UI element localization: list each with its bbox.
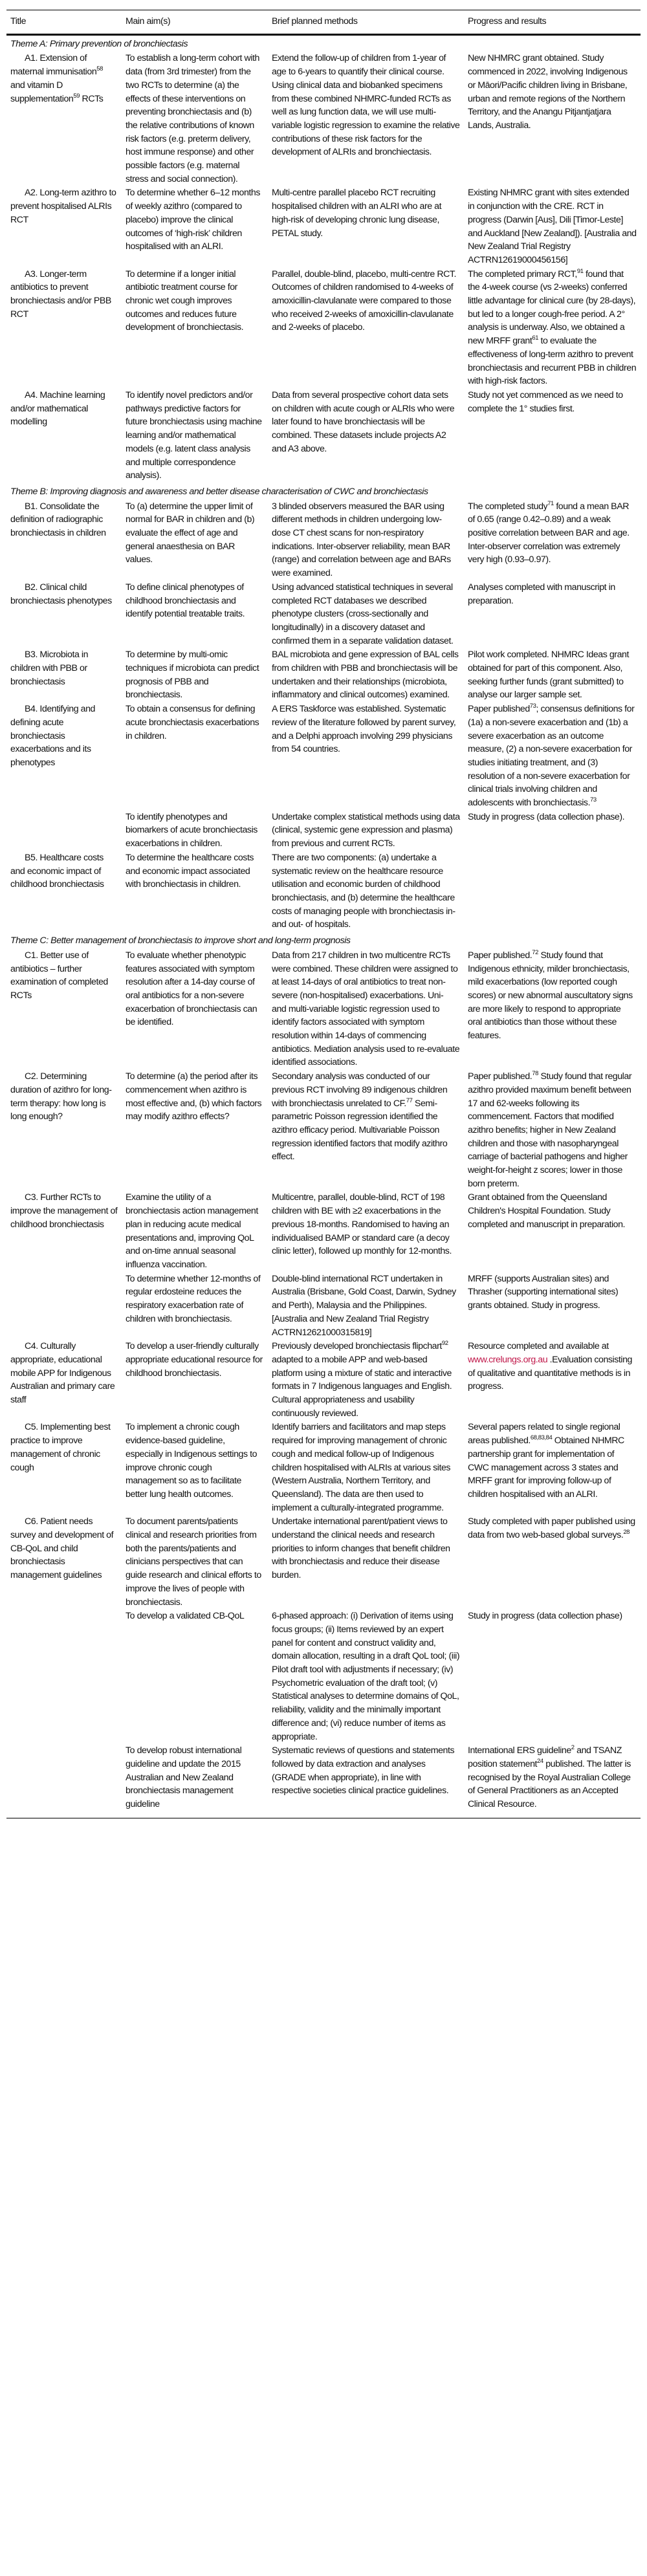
- cell-text: A ERS Taskforce was established. Systematic review of the literature followed by parent survey, and a Delphi approach involving 299 physicians from 54 countries.: [272, 704, 456, 755]
- cell-text: To define clinical phenotypes of childhood bronchiectasis and identify potential treatable traits.: [126, 582, 245, 620]
- reference-superscript: 58: [96, 65, 103, 73]
- cell-text: To (a) determine the upper limit of normal for BAR in children and (b) evaluate the effect of age and general anaesthesia on BAR values.: [126, 501, 255, 565]
- theme-row: [6, 483, 641, 500]
- cell-text: C1. Better use of antibiotics – further examination of completed RCTs: [10, 950, 108, 1001]
- progress-cell: [464, 1070, 641, 1191]
- cell-text: Paper published: [468, 704, 530, 715]
- cell-text: Study in progress (data collection phase).: [468, 811, 625, 822]
- cell-text: C3. Further RCTs to improve the management of childhood bronchiectasis: [10, 1192, 118, 1230]
- table-row: [6, 1340, 641, 1421]
- progress-cell: [464, 389, 641, 483]
- main-aim-cell: [122, 648, 268, 703]
- cell-text: B2. Clinical child bronchiectasis phenotypes: [10, 582, 112, 606]
- methods-cell: [268, 1340, 464, 1421]
- project-title-cell: [6, 1340, 122, 1421]
- cell-text: Several papers related to single regional areas published.: [468, 1422, 620, 1446]
- project-title-cell: [6, 268, 122, 389]
- cell-text: A3. Longer-term antibiotics to prevent bronchiectasis and/or PBB RCT: [10, 268, 111, 320]
- main-aim-cell: [122, 1191, 268, 1272]
- cell-text: To obtain a consensus for defining acute bronchiectasis exacerbations in children.: [126, 704, 259, 741]
- table-row: [6, 851, 641, 932]
- progress-cell: [464, 52, 641, 186]
- research-projects-table: [6, 10, 641, 1818]
- cell-text: found a mean BAR of 0.65 (range 0.42–0.89) and a weak positive correlation between BAR and age. Inter-observer correlation was extremely very high (0.93–0.97).: [468, 501, 630, 565]
- table-row: [6, 1070, 641, 1191]
- cell-text: A1. Extension of maternal immunisation: [10, 53, 97, 78]
- project-title-cell: [6, 52, 122, 186]
- reference-superscript: 59: [73, 92, 80, 100]
- cell-text: To implement a chronic cough evidence-based guideline, especially in Indigenous settings to improve chronic cough management so as to facilitate better lung health outcomes.: [126, 1422, 258, 1500]
- methods-cell: [268, 500, 464, 581]
- cell-text: and vitamin D supplementation: [10, 80, 74, 104]
- project-title-cell: [6, 1610, 122, 1744]
- cell-text: Paper published.: [468, 1071, 532, 1082]
- methods-cell: [268, 268, 464, 389]
- cell-text: found that the 4-week course (vs 2-weeks) conferred little advantage for clinical cure (by 28-days), but led to a longer cough-free period. A 2° analysis is underway. Also, we obtained a new MRFF grant: [468, 268, 636, 347]
- cell-text: Previously developed bronchiectasis flipchart: [272, 1341, 442, 1352]
- reference-superscript: 61: [532, 334, 539, 342]
- project-title-cell: [6, 703, 122, 811]
- cell-text: and TSANZ position statement: [468, 1745, 622, 1769]
- table-row: [6, 703, 641, 811]
- cell-text: published. The latter is recognised by the Royal Australian College of General Practitioners as an Accepted Clinical Resource.: [468, 1759, 631, 1810]
- main-aim-cell: [122, 811, 268, 851]
- header-row: [6, 10, 641, 35]
- cell-text: To develop a validated CB-QoL: [126, 1611, 245, 1622]
- cell-text: C6. Patient needs survey and development of CB-QoL and child bronchiectasis management guidelines: [10, 1516, 114, 1581]
- cell-text: Data from 217 children in two multicentre RCTs were combined. These children were assigned to at least 14-days of oral antibiotics to treat non-severe (non-hospitalised) exacerbations. Uni- and multi-variable logistic regression used to identify factors associated with symptom resolution within 14-days of commencing antibiotics. Mediation analysis used to re-evaluate identified associations.: [272, 950, 460, 1068]
- cell-text: New NHMRC grant obtained. Study commenced in 2022, involving Indigenous or Māori/Pacific children living in Brisbane, urban and remote regions of the Northern Territory, and the Anangu Pitjantjatjara Lands, Australia.: [468, 53, 628, 131]
- cell-text: MRFF (supports Australian sites) and Thrasher (supporting international sites) grants obtained. Study in progress.: [468, 1273, 619, 1311]
- main-aim-cell: [122, 1515, 268, 1610]
- cell-text: ; consensus definitions for (1a) a non-severe exacerbation and (1b) a severe exacerbation as an outcome measure, (2) a non-severe exacerbation for studies initiating treatment, and (3) resolution of a non-severe exacerbation for clinical trials involving children and adolescents with bronchiectasis.: [468, 704, 635, 809]
- progress-cell: [464, 949, 641, 1070]
- progress-cell: [464, 581, 641, 649]
- cell-text: Study not yet commenced as we need to complete the 1° studies first.: [468, 389, 623, 414]
- reference-superscript: 68,83,84: [530, 1434, 553, 1442]
- cell-text: Obtained NHMRC partnership grant for implementation of CWC management across 3 states and MRFF grant for improving follow-up of children hospitalised with an ALRI.: [468, 1435, 624, 1500]
- progress-cell: [464, 648, 641, 703]
- cell-text: RCTs: [80, 93, 104, 104]
- header-progress: Progress and results: [468, 16, 547, 27]
- progress-cell: [464, 1272, 641, 1340]
- reference-superscript: 92: [441, 1340, 448, 1348]
- progress-cell: [464, 1515, 641, 1610]
- cell-text: Undertake complex statistical methods using data (clinical, systemic gene expression and plasma) from previous and current RCTs.: [272, 811, 460, 849]
- table-row: [6, 500, 641, 581]
- cell-text: Undertake international parent/patient views to understand the clinical needs and research priorities to inform changes that benefit children with bronchiectasis and reduce their disease burden.: [272, 1516, 450, 1581]
- project-title-cell: [6, 1191, 122, 1272]
- reference-superscript: 24: [537, 1758, 543, 1765]
- table-row: [6, 186, 641, 267]
- theme-row: [6, 34, 641, 52]
- cell-text: To develop a user-friendly culturally appropriate educational resource for childhood bronchiectasis.: [126, 1341, 263, 1379]
- cell-text: Study found that Indigenous ethnicity, milder bronchiectasis, mild exacerbations (low reported cough scores) or new abnormal auscultatory signs are more likely to respond to appropriate oral antibiotics than those without these features.: [468, 950, 633, 1042]
- cell-text: B3. Microbiota in children with PBB or bronchiectasis: [10, 649, 89, 687]
- progress-cell: [464, 268, 641, 389]
- reference-superscript: 72: [532, 948, 538, 956]
- progress-cell: [464, 1191, 641, 1272]
- progress-cell: [464, 1610, 641, 1744]
- table-row: [6, 1610, 641, 1744]
- cell-text: Analyses completed with manuscript in preparation.: [468, 582, 615, 606]
- methods-cell: [268, 1610, 464, 1744]
- project-title-cell: [6, 500, 122, 581]
- cell-text: Study found that regular azithro provided maximum benefit between 17 and 62-weeks following its commencement. Factors that modified azithro benefits; higher in New Zealand children and those with nasopharyngeal carriage of bacterial pathogens and higher weight-for-height z scores; lower in those born preterm.: [468, 1071, 632, 1189]
- cell-text: 3 blinded observers measured the BAR using different methods in children undergoing low-dose CT chest scans for non-respiratory indications. Inter-observer reliability, mean BAR (range) and correlation between age and BARs were examined.: [272, 501, 451, 579]
- methods-cell: [268, 1421, 464, 1515]
- header-title: Title: [10, 16, 27, 27]
- project-title-cell: [6, 1272, 122, 1340]
- methods-cell: [268, 811, 464, 851]
- reference-superscript: 78: [532, 1070, 538, 1078]
- progress-cell: [464, 186, 641, 267]
- table-row: [6, 389, 641, 483]
- methods-cell: [268, 1744, 464, 1818]
- cell-text: A2. Long-term azithro to prevent hospitalised ALRIs RCT: [10, 188, 116, 225]
- project-title-cell: [6, 851, 122, 932]
- header-methods: Brief planned methods: [272, 16, 358, 27]
- main-aim-cell: [122, 851, 268, 932]
- cell-text: B4. Identifying and defining acute bronchiectasis exacerbations and its phenotypes: [10, 704, 95, 768]
- cell-text: Multicentre, parallel, double-blind, RCT of 198 children with BE with ≥2 exacerbations in the previous 18-months. Randomised to having an individualised BAMP or standard care (a decoy clinic letter), followed up monthly for 12-months.: [272, 1192, 452, 1257]
- progress-cell: [464, 1421, 641, 1515]
- project-title-cell: [6, 1515, 122, 1610]
- reference-superscript: 77: [406, 1097, 413, 1104]
- cell-text: Multi-centre parallel placebo RCT recruiting hospitalised children with an ALRI who are at high-risk of developing chronic lung disease, PETAL study.: [272, 188, 442, 239]
- methods-cell: [268, 1070, 464, 1191]
- cell-text: Pilot work completed. NHMRC Ideas grant obtained for part of this component. Also, seeking further funds (grant submitted) to analyse our larger sample set.: [468, 649, 629, 701]
- methods-cell: [268, 703, 464, 811]
- cell-text: Semi-parametric Poisson regression identified the azithro efficacy period. Multivariable Poisson regression identified factors that modify azithro effect.: [272, 1098, 448, 1162]
- header-aims: Main aim(s): [126, 16, 171, 27]
- main-aim-cell: [122, 703, 268, 811]
- cell-text: BAL microbiota and gene expression of BAL cells from children with PBB and bronchiectasis will be undertaken and their relationships (microbiota, inflammatory and clinical outcomes) examined.: [272, 649, 459, 701]
- methods-cell: [268, 1272, 464, 1340]
- cell-text: A4. Machine learning and/or mathematical modelling: [10, 389, 105, 428]
- main-aim-cell: [122, 1070, 268, 1191]
- project-title-cell: [6, 1070, 122, 1191]
- cell-text: B1. Consolidate the definition of radiographic bronchiectasis in children: [10, 501, 106, 539]
- cell-text: Identify barriers and facilitators and map steps required for improving management of chronic cough and medical follow-up of Indigenous children hospitalised with ALRIs at various sites (Western Australia, Northern Territory, and Queensland). The data are then used to implement a culturally-integrated programme.: [272, 1422, 451, 1513]
- cell-text: Study completed with paper published using data from two web-based global surveys.: [468, 1516, 635, 1541]
- main-aim-cell: [122, 1272, 268, 1340]
- main-aim-cell: [122, 949, 268, 1070]
- reference-superscript: 2: [571, 1744, 575, 1752]
- cell-text: To determine whether 6–12 months of weekly azithro (compared to placebo) improve the clinical outcomes of ‘high-risk’ children hospitalised with an ALRI.: [126, 188, 260, 252]
- progress-cell: [464, 500, 641, 581]
- project-title-cell: [6, 186, 122, 267]
- methods-cell: [268, 1191, 464, 1272]
- main-aim-cell: [122, 52, 268, 186]
- table-row: [6, 1515, 641, 1610]
- reference-superscript: 73: [529, 703, 536, 710]
- progress-cell: [464, 851, 641, 932]
- cell-text: Paper published.: [468, 950, 532, 961]
- methods-cell: [268, 648, 464, 703]
- theme-row: [6, 932, 641, 949]
- cell-text: B5. Healthcare costs and economic impact of childhood bronchiectasis: [10, 852, 104, 890]
- project-title-cell: [6, 811, 122, 851]
- cell-text: 6-phased approach: (i) Derivation of items using focus groups; (ii) Items reviewed by an expert panel for content and construct validity and, domain allocation, resulting in a draft QoL tool; (iii) Pilot draft tool with adjustments if necessary; (iv) Psychometric evaluation of the draft tool; (v) Statistical analyses to determine domains of QoL, reliability, validity and the minimally important difference and; (vi) reduce number of items as appropriate.: [272, 1611, 460, 1742]
- main-aim-cell: [122, 1610, 268, 1744]
- table-row: [6, 1272, 641, 1340]
- table-row: [6, 268, 641, 389]
- table-row: [6, 581, 641, 649]
- progress-cell: [464, 1340, 641, 1421]
- cell-text: Double-blind international RCT undertaken in Australia (Brisbane, Gold Coast, Darwin, Sydney and Perth), Malaysia and the Philippines. [Australia and New Zealand Trial Registry ACTRN12621000315819]: [272, 1273, 456, 1338]
- methods-cell: [268, 851, 464, 932]
- table-body: [6, 34, 641, 1818]
- cell-text: .Evaluation consisting of qualitative and quantitative methods is in progress.: [468, 1354, 632, 1392]
- project-title-cell: [6, 648, 122, 703]
- methods-cell: [268, 52, 464, 186]
- cell-text: C5. Implementing best practice to improve management of chronic cough: [10, 1422, 111, 1473]
- project-title-cell: [6, 1744, 122, 1818]
- cell-text: To establish a long-term cohort with data (from 3rd trimester) from the two RCTs to determine (a) the effects of these interventions on preventing bronchiectasis and (b) the relative contributions of known risk factors (e.g. preterm delivery, host immune response) and other possible factors (e.g. maternal stress and social connection).: [126, 53, 259, 184]
- reference-superscript: 71: [547, 499, 554, 507]
- cell-text: International ERS guideline: [468, 1745, 571, 1756]
- cell-text: There are two components: (a) undertake a systematic review on the healthcare resource utilisation and economic burden of childhood bronchiectasis, and (b) determine the healthcare costs of managing people with bronchiectasis in- and out- of hospitals.: [272, 852, 455, 930]
- table-header: [6, 10, 641, 35]
- main-aim-cell: [122, 1421, 268, 1515]
- cell-text: Using advanced statistical techniques in several completed RCT databases we described phenotype clusters (cross-sectionally and longitudinally) in a discovery dataset and confirmed them in a separate validation dataset.: [272, 582, 454, 646]
- cell-text: The completed primary RCT,: [468, 268, 577, 279]
- table-row: [6, 1421, 641, 1515]
- main-aim-cell: [122, 1744, 268, 1818]
- main-aim-cell: [122, 389, 268, 483]
- methods-cell: [268, 186, 464, 267]
- cell-text: To identify novel predictors and/or pathways predictive factors for future bronchiectasis using machine learning and/or mathematical models (e.g. latent class analysis and multiple correspondence analysis).: [126, 389, 262, 481]
- progress-cell: [464, 703, 641, 811]
- methods-cell: [268, 389, 464, 483]
- main-aim-cell: [122, 186, 268, 267]
- methods-cell: [268, 581, 464, 649]
- theme-heading: Theme C: Better management of bronchiectasis to improve short and long-term prognosis: [10, 935, 351, 946]
- project-title-cell: [6, 1421, 122, 1515]
- cell-text: To identify phenotypes and biomarkers of acute bronchiectasis exacerbations in children.: [126, 811, 258, 849]
- cell-text: Study in progress (data collection phase): [468, 1611, 622, 1622]
- cell-text: Grant obtained from the Queensland Children's Hospital Foundation. Study completed and manuscript in preparation.: [468, 1192, 626, 1230]
- cell-text: Extend the follow-up of children from 1-year of age to 6-years to quantify their clinical course. Using clinical data and biobanked specimens from these combined NHMRC-funded RCTs as well as lung function data, we will use multi-variable logistic regression to examine the relative contributions of these risk factors for the development of ALRIs and bronchiectasis.: [272, 53, 460, 158]
- main-aim-cell: [122, 500, 268, 581]
- cell-text: C2. Determining duration of azithro for long-term therapy: how long is long enough?: [10, 1071, 112, 1122]
- table-row: [6, 52, 641, 186]
- main-aim-cell: [122, 581, 268, 649]
- table-row: [6, 811, 641, 851]
- cell-text: Systematic reviews of questions and statements followed by data extraction and analyses (GRADE when appropriate), in line with respective societies clinical practice guidelines.: [272, 1745, 455, 1796]
- cell-text: To determine by multi-omic techniques if microbiota can predict prognosis of PBB and bronchiectasis.: [126, 649, 259, 701]
- cell-text: adapted to a mobile APP and web-based platform using a mixture of static and interactive formats in 7 Indigenous languages and English. Cultural appropriateness and usability continuously reviewed.: [272, 1354, 452, 1419]
- main-aim-cell: [122, 268, 268, 389]
- project-title-cell: [6, 581, 122, 649]
- cell-text: To determine if a longer initial antibiotic treatment course for chronic wet cough improves outcomes and reduces future development of bronchiectasis.: [126, 268, 244, 333]
- cell-text: Examine the utility of a bronchiectasis action management plan in reducing acute medical presentations and, improving QoL and on-time annual seasonal influenza vaccination.: [126, 1192, 258, 1270]
- theme-heading: Theme A: Primary prevention of bronchiectasis: [10, 38, 188, 49]
- project-title-cell: [6, 389, 122, 483]
- reference-superscript: 91: [576, 267, 584, 275]
- table-row: [6, 1191, 641, 1272]
- cell-text: To determine whether 12-months of regular erdosteine reduces the respiratory exacerbation rate of children with bronchiectasis.: [126, 1273, 261, 1324]
- methods-cell: [268, 949, 464, 1070]
- methods-cell: [268, 1515, 464, 1610]
- theme-heading: Theme B: Improving diagnosis and awareness and better disease characterisation of CWC and bronchiectasis: [10, 486, 428, 497]
- cell-text: Resource completed and available at: [468, 1341, 609, 1352]
- cell-text: To evaluate whether phenotypic features associated with symptom resolution after a 14-day course of oral antibiotics for a non-severe exacerbation of bronchiectasis can be identified.: [126, 950, 258, 1028]
- reference-superscript: 28: [623, 1529, 630, 1536]
- progress-cell: [464, 811, 641, 851]
- cell-text: To determine (a) the period after its commencement when azithro is most effective and, (b) which factors may modify azithro effects?: [126, 1071, 262, 1122]
- table-row: [6, 648, 641, 703]
- cell-text: Parallel, double-blind, placebo, multi-centre RCT. Outcomes of children randomised to 4-weeks of amoxicillin-clavulanate were compared to those who received 2-weeks of amoxicillin-clavulanate and 2-weeks of placebo.: [272, 268, 457, 333]
- progress-cell: [464, 1744, 641, 1818]
- table-row: [6, 949, 641, 1070]
- main-aim-cell: [122, 1340, 268, 1421]
- resource-link[interactable]: www.crelungs.org.au: [468, 1354, 548, 1365]
- cell-text: C4. Culturally appropriate, educational mobile APP for Indigenous Australian and primary care staff: [10, 1341, 115, 1406]
- cell-text: Secondary analysis was conducted of our previous RCT involving 89 indigenous children with bronchiectasis unrelated to CF.: [272, 1071, 448, 1109]
- cell-text: To document parents/patients clinical and research priorities from both the parents/patients and clinicians perspectives that can guide research and clinical efforts to improve the lives of people with bronchiectasis.: [126, 1516, 261, 1608]
- cell-text: The completed study: [468, 501, 548, 512]
- cell-text: Existing NHMRC grant with sites extended in conjunction with the CRE. RCT in progress (Darwin [Aus], Dili [Timor-Leste] and Auckland [New Zealand]). [Australia and New Zealand Trial Registry ACTRN12619000456156]: [468, 188, 637, 265]
- table-row: [6, 1744, 641, 1818]
- cell-text: To determine the healthcare costs and economic impact associated with bronchiectasis in children.: [126, 852, 254, 890]
- cell-text: to evaluate the effectiveness of long-term azithro to prevent bronchiectasis and recurrent PBB in children with high-risk factors.: [468, 336, 637, 387]
- reference-superscript: 73: [590, 796, 597, 804]
- cell-text: To develop robust international guideline and update the 2015 Australian and New Zealand bronchiectasis management guideline: [126, 1745, 242, 1810]
- cell-text: Data from several prospective cohort data sets on children with acute cough or ALRIs who were later found to have bronchiectasis will be combined. These datasets include projects A2 and A3 above.: [272, 389, 455, 454]
- project-title-cell: [6, 949, 122, 1070]
